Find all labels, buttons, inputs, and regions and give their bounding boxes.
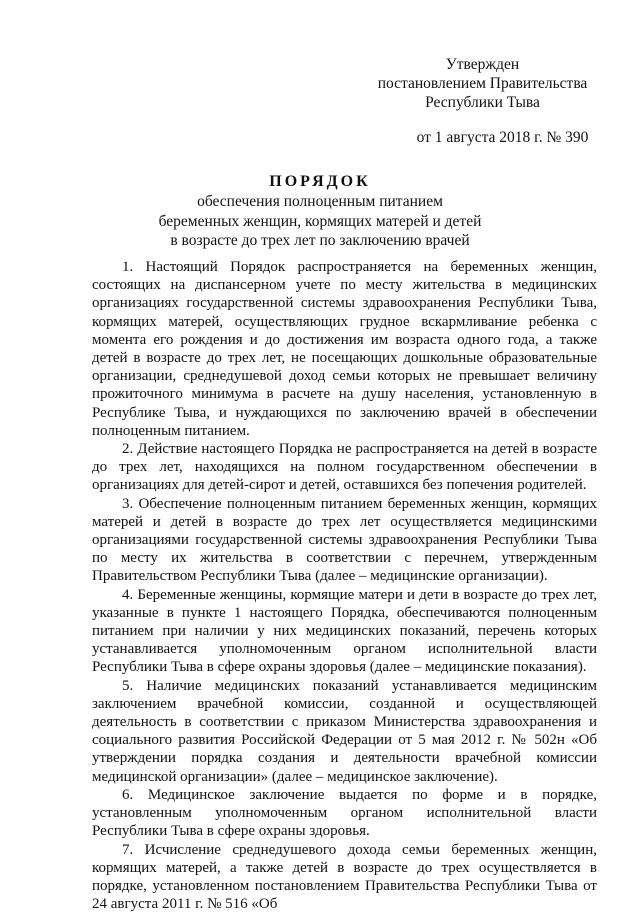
paragraph-4: 4. Беременные женщины, кормящие матери и дети в возрасте до трех лет, указанные в пункте 1 настоящего Порядка, обеспечиваются полноценным питанием при наличии у них медицинских показаний, перечень которых устанавливается уполномоченным органом исполнительной власти Республики Тыва в сфере охраны здоровья (далее – медицинские показания). bbox=[92, 586, 597, 677]
subtitle-line-2: беременных женщин, кормящих матерей и детей bbox=[100, 212, 540, 232]
paragraph-7: 7. Исчисление среднедушевого дохода семьи беременных женщин, кормящих матерей, а также детей в возрасте до трех осуществляется в порядке, установленном постановлением Правительства Республики Тыва от 24 августа 2011 г. № 516 «Об bbox=[92, 841, 597, 913]
document-subtitle bbox=[100, 192, 540, 251]
paragraph-3: 3. Обеспечение полноценным питанием беременных женщин, кормящих матерей и детей в возрасте до трех лет осуществляется медицинскими организациями государственной системы здравоохранения Республики Тыва по месту их жительства в соответствии с перечнем, утвержденным Правительством Республики Тыва (далее – медицинские организации). bbox=[92, 495, 597, 586]
paragraph-2: 2. Действие настоящего Порядка не распространяется на детей в возрасте до трех лет, находящихся на полном государственном обеспечении в организациях для детей-сирот и детей, оставшихся без попечения родителей. bbox=[92, 440, 597, 495]
paragraph-5: 5. Наличие медицинских показаний устанавливается медицинским заключением врачебной комиссии, созданной и осуществляющей деятельность в соответствии с приказом Министерства здравоохранения и социального развития Российской Федерации от 5 мая 2012 г. № 502н «Об утверждении порядка создания и деятельности врачебной комиссии медицинской организации» (далее – медицинское заключение). bbox=[92, 677, 597, 786]
paragraph-6: 6. Медицинское заключение выдается по форме и в порядке, установленным уполномоченным органом исполнительной власти Республики Тыва в сфере охраны здоровья. bbox=[92, 786, 597, 841]
document-body bbox=[92, 258, 597, 913]
subtitle-line-3: в возрасте до трех лет по заключению врачей bbox=[100, 231, 540, 251]
paragraph-1: 1. Настоящий Порядок распространяется на беременных женщин, состоящих на диспансерном учете по месту жительства в медицинских организациях государственной системы здравоохранения Республики Тыва, кормящих матерей, осуществляющих грудное вскармливание ребенка с момента его рождения и до достижения им возраста одного года, а также детей в возрасте до трех лет, не посещающих дошкольные образовательные организации, среднедушевой доход семьи которых не превышает величину прожиточного минимума в расчете на душу населения, установленную в Республике Тыва, и нуждающихся по заключению врачей в обеспечении полноценным питанием. bbox=[92, 258, 597, 440]
approval-line-republic: Республики Тыва bbox=[370, 93, 595, 112]
subtitle-line-1: обеспечения полноценным питанием bbox=[100, 192, 540, 212]
approval-date: от 1 августа 2018 г. № 390 bbox=[395, 128, 610, 147]
document-title: ПОРЯДОК bbox=[0, 172, 640, 192]
approval-line-approved: Утвержден bbox=[370, 55, 595, 74]
approval-stamp bbox=[370, 55, 595, 112]
approval-line-by-decree: постановлением Правительства bbox=[370, 74, 595, 93]
